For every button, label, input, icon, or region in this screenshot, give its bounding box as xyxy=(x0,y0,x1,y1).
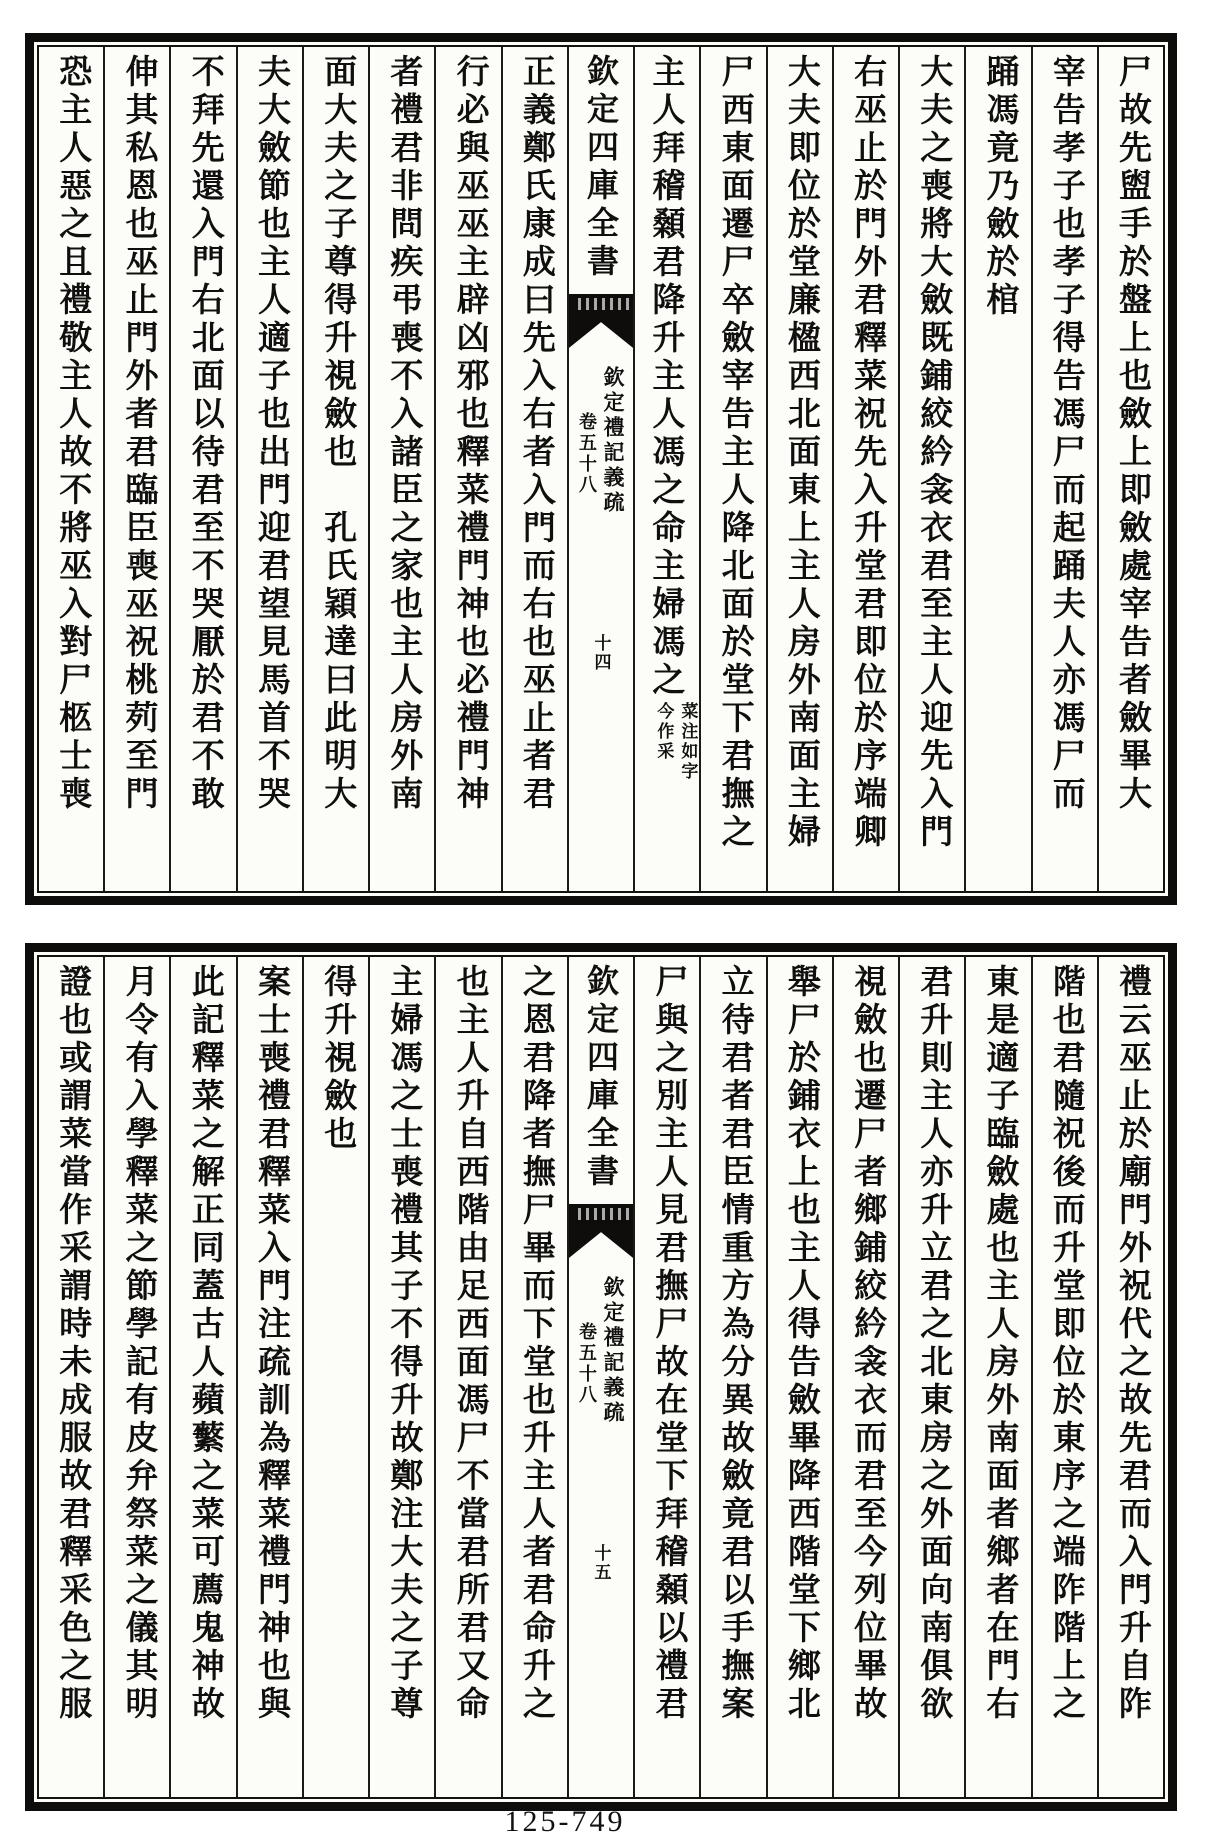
column-text: 禮云巫止於廟門外祝代之故先君而入門升自阼 xyxy=(1114,964,1153,1724)
text-column xyxy=(964,957,1030,1797)
text-column xyxy=(633,47,699,891)
text-column xyxy=(236,47,302,891)
column-text: 主人拜稽顙君降升主人馮之命主婦馮之 xyxy=(647,54,687,700)
text-column xyxy=(898,47,964,891)
volume-title: 欽定禮記義疏 xyxy=(601,1276,626,1426)
column-text: 君升則主人亦升立君之北東房之外面向南俱欲 xyxy=(915,964,955,1724)
text-column xyxy=(1097,47,1163,891)
text-column xyxy=(103,957,169,1797)
text-column xyxy=(39,47,103,891)
column-text: 立待君者君臣情重方為分異故斂竟君以手撫案 xyxy=(716,964,756,1724)
folio-number: 十四 xyxy=(590,634,611,672)
column-text: 踊馮竟乃斂於棺 xyxy=(981,54,1021,320)
text-column xyxy=(699,47,765,891)
column-text: 面大夫之子尊得升視斂也 孔氏穎達曰此明大 xyxy=(319,54,359,814)
text-column xyxy=(236,957,302,1797)
column-text: 視斂也遷尸者鄉鋪絞紟衾衣而君至今列位畢故 xyxy=(849,964,889,1724)
text-column xyxy=(434,957,500,1797)
column-text: 之恩君降者撫尸畢而下堂也升主人者君命升之 xyxy=(517,964,557,1724)
column-text: 者禮君非問疾弔喪不入諸臣之家也主人房外南 xyxy=(385,54,425,814)
volume-title: 欽定禮記義疏 xyxy=(601,366,626,516)
column-text: 此記釋菜之解正同蓋古人蘋蘩之菜可薦鬼神故 xyxy=(186,964,226,1724)
text-column xyxy=(434,47,500,891)
fishtail-icon xyxy=(569,1204,633,1258)
column-text: 宰告孝子也孝子得告馮尸而起踊夫人亦馮尸而 xyxy=(1047,54,1087,814)
chapter-label: 卷五十八 xyxy=(576,412,597,496)
center-fold-column xyxy=(567,957,633,1797)
text-column xyxy=(766,47,832,891)
volume-label xyxy=(574,366,628,516)
text-column xyxy=(302,47,368,891)
top-page-block xyxy=(25,33,1177,905)
book-title: 欽定四庫全書 xyxy=(582,964,620,1192)
footer-page-code: 125-749 xyxy=(504,1805,626,1838)
center-fold-column xyxy=(567,47,633,891)
column-text: 伸其私恩也巫止門外者君臨臣喪巫祝桃茢至門 xyxy=(120,54,160,814)
text-column xyxy=(501,47,567,891)
text-column xyxy=(169,957,235,1797)
column-text: 證也或謂菜當作采謂時未成服故君釋采色之服 xyxy=(54,964,94,1724)
text-column xyxy=(766,957,832,1797)
column-text: 大夫之喪將大斂既鋪絞紟衾衣君至主人迎先入門 xyxy=(915,54,955,852)
text-column xyxy=(368,957,434,1797)
text-column xyxy=(1031,957,1097,1797)
text-column xyxy=(169,47,235,891)
text-column xyxy=(898,957,964,1797)
interlinear-note-line: 菜注如字 xyxy=(677,702,698,782)
top-page-columns xyxy=(37,45,1165,893)
column-text: 尸與之別主人見君撫尸故在堂下拜稽顙以禮君 xyxy=(650,964,690,1724)
fishtail-carving xyxy=(573,1208,629,1220)
text-column xyxy=(302,957,368,1797)
fishtail-icon xyxy=(569,294,633,348)
text-column xyxy=(1097,957,1163,1797)
text-column xyxy=(368,47,434,891)
column-text: 也主人升自西階由足西面馮尸不當君所君又命 xyxy=(451,964,491,1724)
interlinear-note-line: 今作采 xyxy=(653,702,674,762)
column-text: 案士喪禮君釋菜入門注疏訓為釋菜禮門神也與 xyxy=(252,964,292,1724)
column-text: 大夫即位於堂廉楹西北面東上主人房外南面主婦 xyxy=(782,54,822,852)
column-text: 尸故先盥手於盤上也斂上即斂處宰告者斂畢大 xyxy=(1114,54,1153,814)
column-text: 行必與巫巫主辟凶邪也釋菜禮門神也必禮門神 xyxy=(451,54,491,814)
text-column xyxy=(699,957,765,1797)
text-column xyxy=(1031,47,1097,891)
text-column xyxy=(964,47,1030,891)
column-text: 主婦馮之士喪禮其子不得升故鄭注大夫之子尊 xyxy=(385,964,425,1724)
text-column xyxy=(832,47,898,891)
text-column xyxy=(832,957,898,1797)
column-text: 月令有入學釋菜之節學記有皮弁祭菜之儀其明 xyxy=(120,964,160,1724)
column-text: 得升視斂也 xyxy=(319,964,359,1154)
column-text: 階也君隨祝後而升堂即位於東序之端阼階上之 xyxy=(1047,964,1087,1724)
text-column xyxy=(103,47,169,891)
text-column xyxy=(501,957,567,1797)
column-text: 尸西東面遷尸卒斂宰告主人降北面於堂下君撫之 xyxy=(716,54,756,852)
column-text: 右巫止於門外君釋菜祝先入升堂君即位於序端卿 xyxy=(849,54,889,852)
book-title: 欽定四庫全書 xyxy=(582,54,620,282)
chapter-label: 卷五十八 xyxy=(576,1322,597,1406)
column-text: 夫大斂節也主人適子也出門迎君望見馬首不哭 xyxy=(252,54,292,814)
bottom-page-columns xyxy=(37,955,1165,1799)
column-text: 東是適子臨斂處也主人房外南面者鄉者在門右 xyxy=(981,964,1021,1724)
column-text: 恐主人惡之且禮敬主人故不將巫入對尸柩士喪 xyxy=(54,54,94,814)
interlinear-note xyxy=(651,702,699,782)
column-text: 不拜先還入門右北面以待君至不哭厭於君不敢 xyxy=(186,54,226,814)
text-column xyxy=(39,957,103,1797)
fishtail-carving xyxy=(573,298,629,310)
bottom-page-block xyxy=(25,943,1177,1811)
column-text: 舉尸於鋪衣上也主人得告斂畢降西階堂下鄉北 xyxy=(782,964,822,1724)
folio-number: 十五 xyxy=(590,1544,611,1582)
text-column xyxy=(633,957,699,1797)
column-text: 正義鄭氏康成曰先入右者入門而右也巫止者君 xyxy=(517,54,557,814)
volume-label xyxy=(574,1276,628,1426)
